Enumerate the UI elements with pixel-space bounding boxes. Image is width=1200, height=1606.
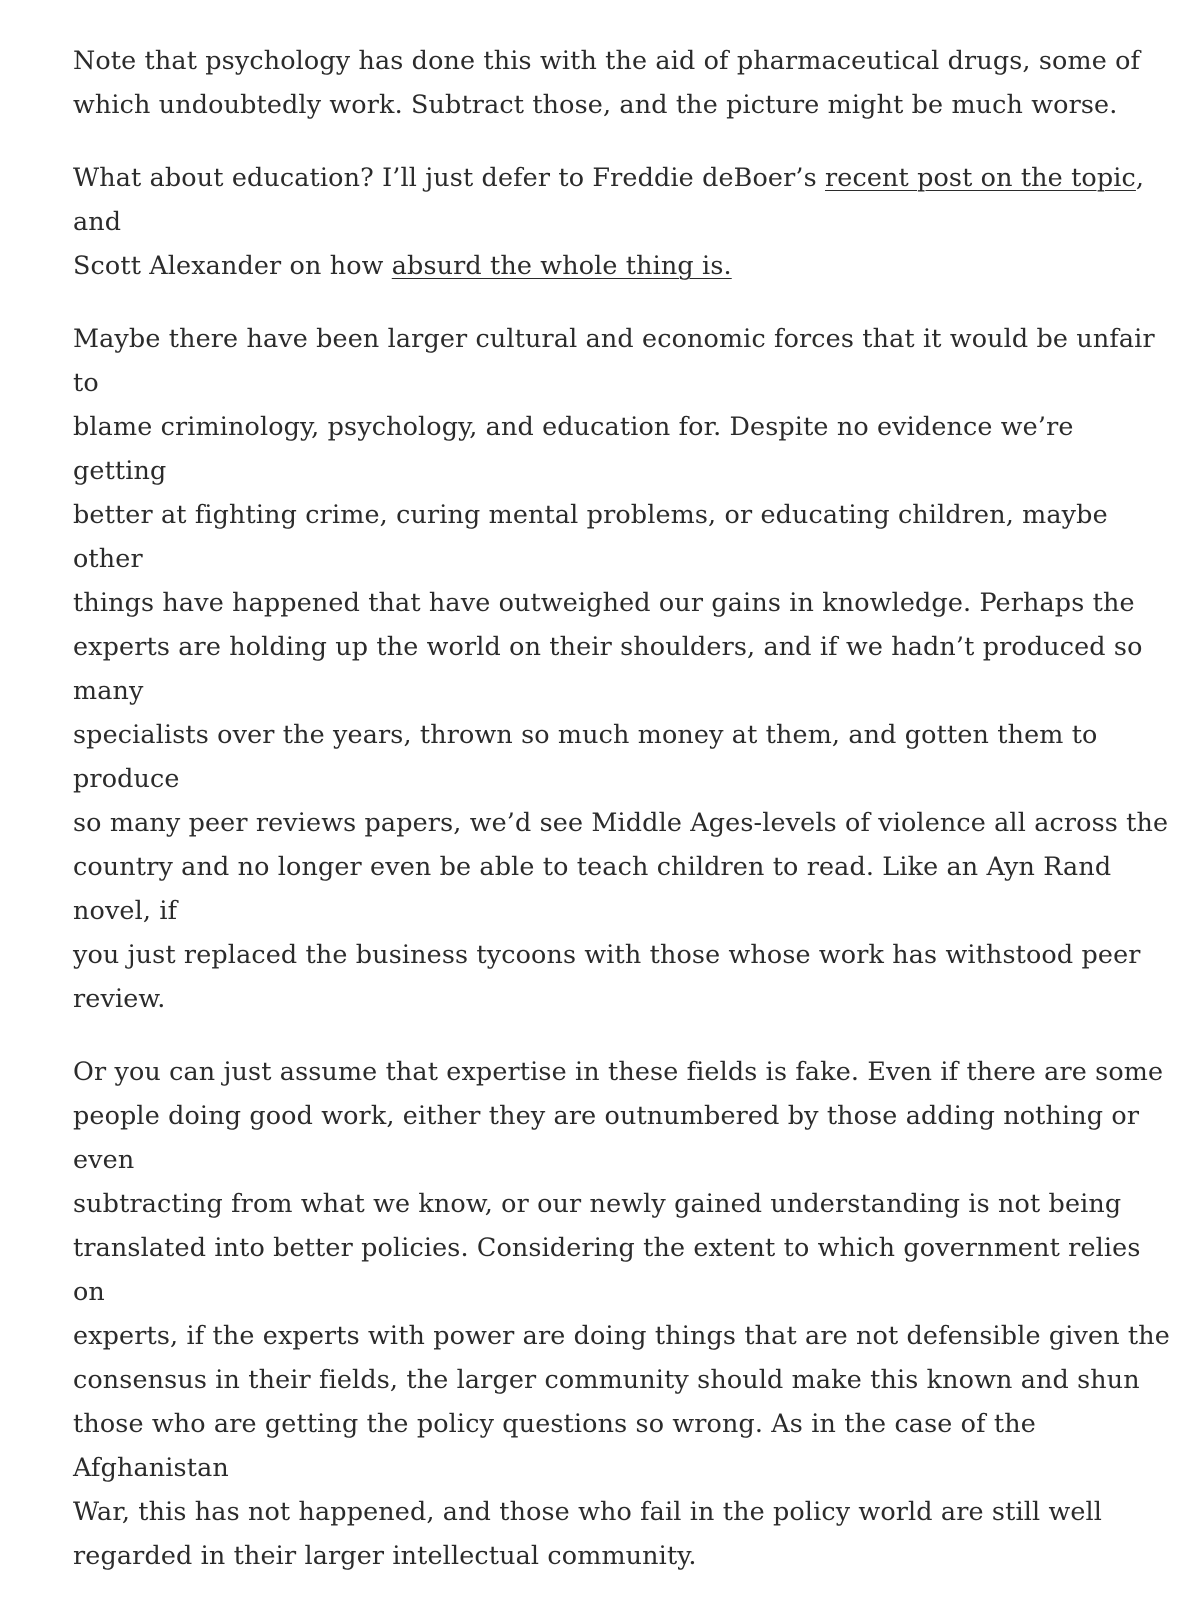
paragraph-cultural-forces: [73, 316, 1173, 1020]
text-line: Note that psychology has done this with the aid of pharmaceutical drugs, some of: [73, 45, 1141, 75]
text-line: subtracting from what we know, or our newly gained understanding is not being: [73, 1188, 1122, 1218]
text-line: so many peer reviews papers, we’d see Middle Ages-levels of violence all across the: [73, 807, 1169, 837]
text-line: blame criminology, psychology, and education for. Despite no evidence we’re getting: [73, 411, 1074, 485]
article-body: [73, 38, 1173, 1606]
paragraph-expertise-fake: [73, 1049, 1173, 1577]
text-run: , and: [73, 162, 1145, 236]
text-line: review.: [73, 983, 166, 1013]
text-line: which undoubtedly work. Subtract those, and the picture might be much worse.: [73, 89, 1118, 119]
text-run: Scott Alexander on how: [73, 250, 392, 280]
text-line: Maybe there have been larger cultural and economic forces that it would be unfair to: [73, 323, 1155, 397]
text-line: specialists over the years, thrown so much money at them, and gotten them to produce: [73, 719, 1098, 793]
text-line: War, this has not happened, and those who fail in the policy world are still well: [73, 1496, 1103, 1526]
text-line: you just replaced the business tycoons with those whose work has withstood peer: [73, 939, 1141, 969]
text-line: Or you can just assume that expertise in these fields is fake. Even if there are some: [73, 1056, 1164, 1086]
text-line: regarded in their larger intellectual community.: [73, 1540, 697, 1570]
absurd-whole-thing-link[interactable]: absurd the whole thing is.: [391, 250, 732, 280]
text-line: consensus in their fields, the larger community should make this known and shun: [73, 1364, 1140, 1394]
text-line: experts are holding up the world on their shoulders, and if we hadn’t produced so many: [73, 631, 1143, 705]
text-line: experts, if the experts with power are doing things that are not defensible given the: [73, 1320, 1170, 1350]
text-line: those who are getting the policy questions so wrong. As in the case of the Afghanistan: [73, 1408, 1036, 1482]
text-line: people doing good work, either they are outnumbered by those adding nothing or even: [73, 1100, 1140, 1174]
text-line: translated into better policies. Considering the extent to which government relies on: [73, 1232, 1141, 1306]
recent-post-link[interactable]: recent post on the topic: [824, 162, 1136, 192]
paragraph-education: [73, 155, 1173, 287]
text-line: things have happened that have outweighed our gains in knowledge. Perhaps the: [73, 587, 1135, 617]
text-run: What about education? I’ll just defer to Freddie deBoer’s: [73, 162, 825, 192]
paragraph-psychology-drugs: [73, 38, 1173, 126]
text-line: better at fighting crime, curing mental problems, or educating children, maybe other: [73, 499, 1108, 573]
text-line: country and no longer even be able to teach children to read. Like an Ayn Rand novel, if: [73, 851, 1112, 925]
